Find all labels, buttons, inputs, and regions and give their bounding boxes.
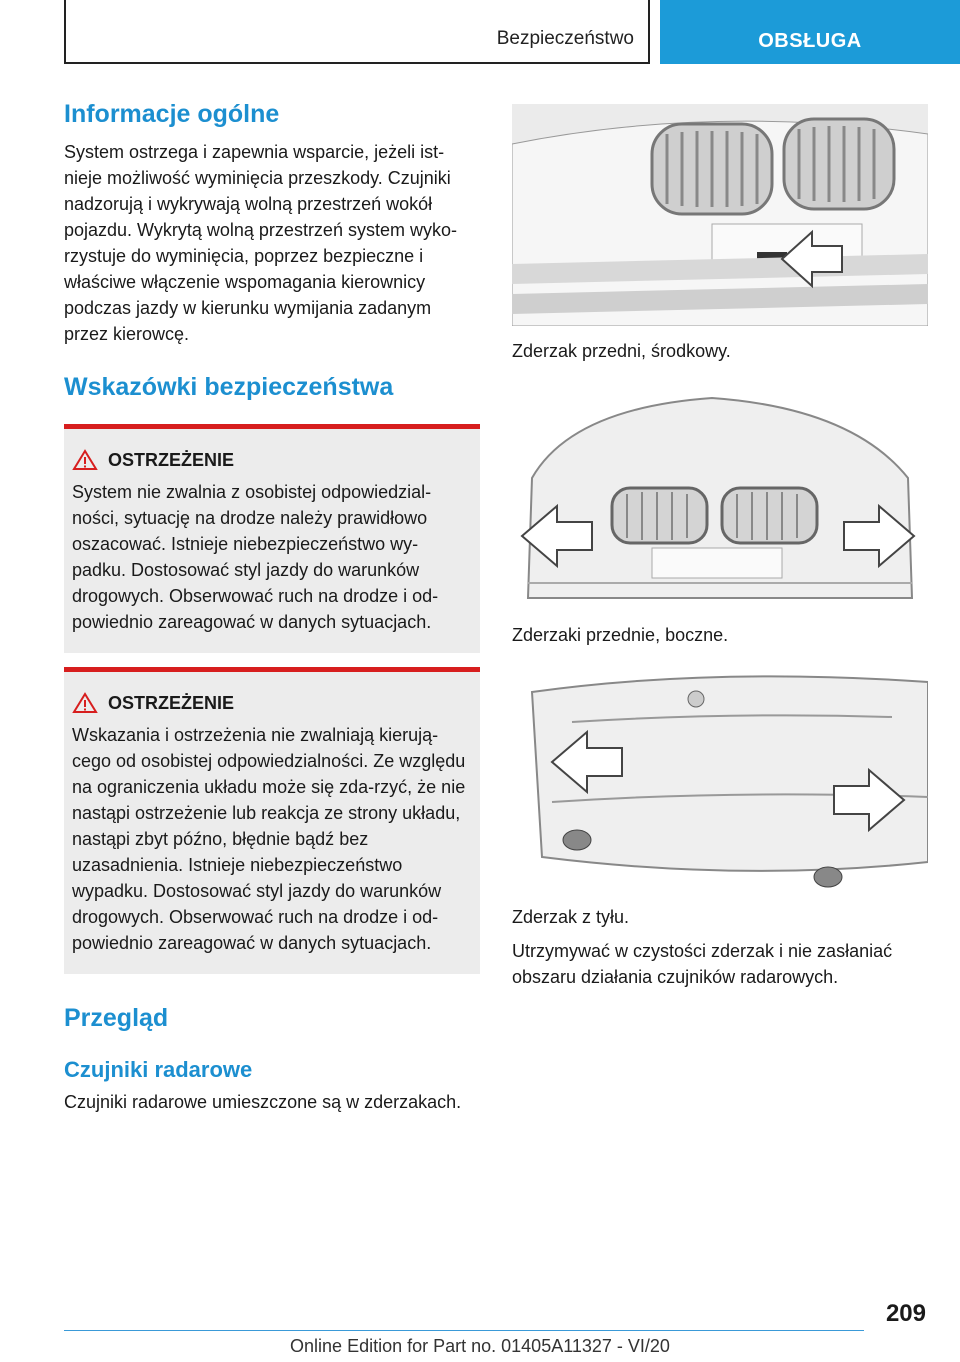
heading-overview: Przegląd xyxy=(64,1004,169,1032)
section-title: Bezpieczeństwo xyxy=(496,28,634,49)
heading-safety: Wskazówki bezpieczeństwa xyxy=(64,373,394,401)
header-section-box xyxy=(64,0,650,64)
heading-general-info: Informacje ogólne xyxy=(64,100,280,128)
right-column xyxy=(512,100,928,990)
warning-triangle-icon xyxy=(72,449,98,471)
front-bumper-center-image xyxy=(512,104,928,326)
footer-edition: Online Edition for Part no. 01405A11327 - VI/20 xyxy=(290,1336,670,1356)
general-info-text: System ostrzega i zapewnia wsparcie, jeżeli ist-nieje możliwość wyminięcia przeszkody. Czujniki nadzorują i wykrywają wolną przestrzeń wokół pojazdu. Wykrytą wolną przestrzeń system wyko-rzystuje do wyminięcia, poprzez bezpieczne i właściwe włączenie wspomagania kierownicy podczas jazdy w kierunku wymijania zadanym przez kierowcę. xyxy=(64,142,457,344)
left-column xyxy=(64,100,480,1115)
front-bumper-sides-image xyxy=(512,388,928,610)
warning-title-1: OSTRZEŻENIE xyxy=(108,449,235,470)
footer-divider xyxy=(64,1330,864,1331)
heading-radar-sensors: Czujniki radarowe xyxy=(64,1057,253,1082)
rear-bumper-image xyxy=(512,672,928,890)
warning-text-2: Wskazania i ostrzeżenia nie zwalniają kierują-cego od osobistej odpowiedzialności. Ze względu na ograniczenia układu może się zda-rzyć, że nie nastąpi ostrzeżenie lub reakcja ze strony układu, nastąpi zbyt późno, błędnie bądź bez uzasadnienia. Istnieje niebezpieczeństwo wypadku. Dostosować styl jazdy do warunków drogowych. Obserwować ruch na drodze i od-powiednio zareagować w danych sytuacjach. xyxy=(72,725,466,953)
page-number: 209 xyxy=(885,1300,926,1327)
radar-sensors-text: Czujniki radarowe umieszczone są w zderzakach. xyxy=(64,1092,462,1112)
warning-box-2 xyxy=(64,667,480,974)
caption-front-center: Zderzak przedni, środkowy. xyxy=(512,341,731,361)
caption-rear: Zderzak z tyłu. xyxy=(512,907,630,927)
warning-box-1 xyxy=(64,424,480,653)
caption-front-sides: Zderzaki przednie, boczne. xyxy=(512,625,729,645)
warning-title-2: OSTRZEŻENIE xyxy=(108,692,235,713)
chapter-tab: OBSŁUGA xyxy=(660,0,960,64)
warning-text-1: System nie zwalnia z osobistej odpowiedzial-ności, sytuację na drodze należy prawidłowo oszacować. Istnieje niebezpieczeństwo wy-padku. Dostosować styl jazdy do warunków drogowych. Obserwować ruch na drodze i od-powiednio zareagować w danych sytuacjach. xyxy=(72,482,439,632)
cleaning-note: Utrzymywać w czystości zderzak i nie zasłaniać obszaru działania czujników radarowych. xyxy=(512,941,893,987)
warning-triangle-icon xyxy=(72,692,98,714)
